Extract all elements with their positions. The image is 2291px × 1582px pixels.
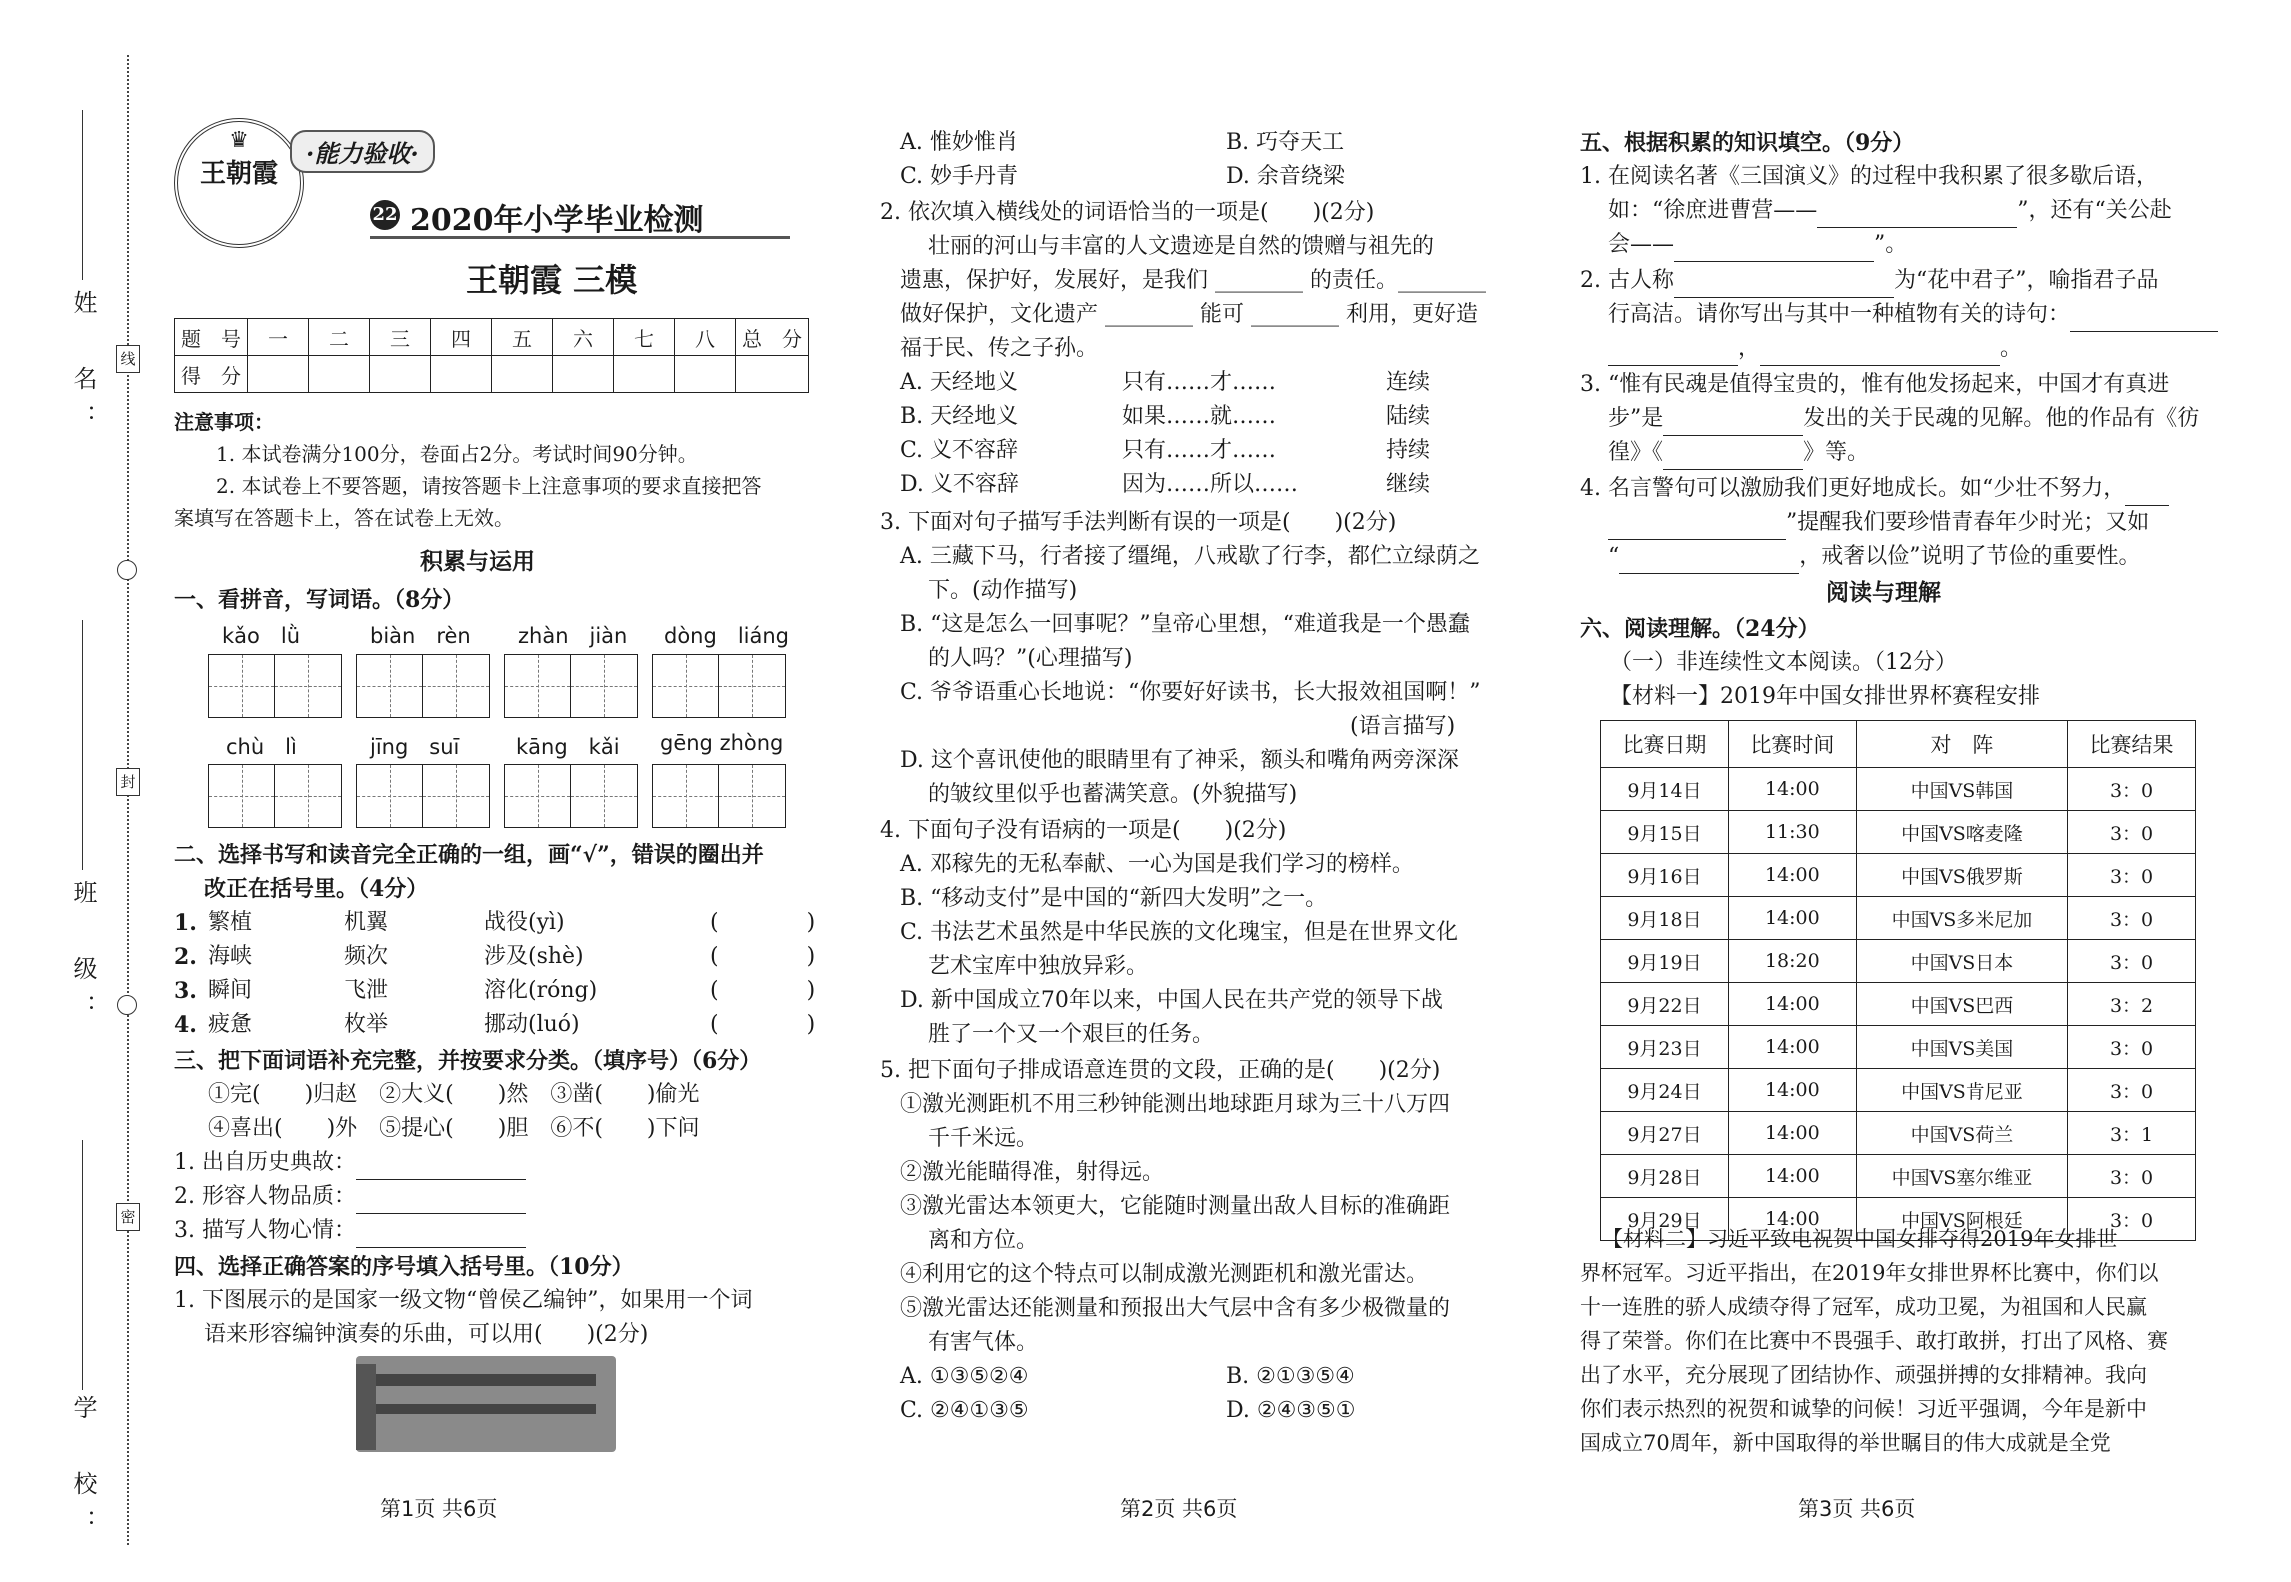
- answer-line[interactable]: [1817, 203, 2017, 228]
- binding-hole-1: [117, 560, 137, 580]
- material-1-title: 【材料一】2019年中国女排世界杯赛程安排: [1610, 684, 2040, 709]
- score-cell[interactable]: [309, 356, 370, 393]
- material-2: 界杯冠军。习近平指出，在2019年女排世界杯比赛中，你们以: [1580, 1261, 2159, 1285]
- table-cell: 9月15日: [1601, 811, 1729, 854]
- answer-line[interactable]: [356, 1189, 526, 1214]
- pinyin: kāng kǎi: [516, 735, 620, 759]
- table-row: [1601, 811, 2196, 854]
- material-2: 【材料二】习近平致电祝贺中国女排夺得2019年女排世: [1602, 1227, 2118, 1251]
- score-head: 总 分: [736, 319, 809, 356]
- option: 连续: [1386, 370, 1431, 395]
- option: 的人吗？”(心理描写): [928, 646, 1133, 671]
- table-cell: 11:30: [1728, 811, 1856, 854]
- notes-title: 注意事项：: [174, 410, 274, 434]
- table-cell: 中国VS塞尔维亚: [1856, 1155, 2067, 1198]
- material-2: 你们表示热烈的祝贺和诚挚的问候！习近平强调，今年是新中: [1580, 1397, 2147, 1421]
- fill-line: [1608, 436, 1869, 470]
- q3-sub: [174, 1146, 526, 1180]
- pinyin: chù lì: [226, 735, 297, 759]
- char-grid[interactable]: [208, 764, 342, 828]
- exam-number: 22: [370, 200, 400, 230]
- q2-num: 4.: [174, 1012, 197, 1038]
- table-cell: 9月18日: [1601, 897, 1729, 940]
- page-1: [170, 0, 816, 1582]
- table-cell: 3：0: [2068, 768, 2196, 811]
- q2-word: 繁植: [208, 910, 253, 935]
- schedule-table: [1600, 720, 2196, 1241]
- fill-line: [1608, 194, 2172, 228]
- q3-sub-label: 1. 出自历史典故：: [174, 1150, 356, 1175]
- answer-line[interactable]: [1608, 515, 1786, 540]
- exam-subtitle: 王朝霞 三模: [466, 261, 638, 299]
- sentence: ⑤激光雷达还能测量和预报出大气层中含有多少极微量的: [900, 1296, 1451, 1321]
- question: 4. 下面句子没有语病的一项是( )(2分): [880, 818, 1287, 843]
- table-cell: 中国VS肯尼亚: [1856, 1069, 2067, 1112]
- answer-paren[interactable]: ( ): [710, 978, 816, 1003]
- score-table: [174, 318, 809, 393]
- option: 只有……才……: [1122, 370, 1277, 395]
- q2-row: [174, 974, 816, 1009]
- score-head: 一: [248, 319, 309, 356]
- table-cell: 中国VS俄罗斯: [1856, 854, 2067, 897]
- q3-sub: [174, 1214, 526, 1248]
- option: C. 义不容辞: [900, 438, 1019, 463]
- option: A. 三藏下马，行者接了缰绳，八戒歇了行李，都伫立绿荫之: [900, 544, 1480, 569]
- name-write-line[interactable]: [82, 110, 83, 280]
- table-cell: 14:00: [1728, 1112, 1856, 1155]
- fill-line: [1580, 264, 2158, 298]
- table-row: [1601, 983, 2196, 1026]
- material-2: 国成立70周年，新中国取得的举世瞩目的伟大成就是全党: [1580, 1431, 2111, 1455]
- table-cell: 3：2: [2068, 983, 2196, 1026]
- table-cell: 9月14日: [1601, 768, 1729, 811]
- score-cell[interactable]: [614, 356, 675, 393]
- binding-dotted-line: [127, 55, 129, 1545]
- char-grid[interactable]: [208, 654, 342, 718]
- q3-sub: [174, 1180, 526, 1214]
- fill-text: 》等。: [1803, 440, 1870, 465]
- table-cell: 9月27日: [1601, 1112, 1729, 1155]
- table-cell: 14:00: [1728, 768, 1856, 811]
- table-row: [1601, 854, 2196, 897]
- char-grid[interactable]: [504, 764, 638, 828]
- sentence: 离和方位。: [928, 1228, 1039, 1253]
- score-cell[interactable]: [492, 356, 553, 393]
- option: A. 天经地义: [900, 370, 1018, 395]
- q2-word: 频次: [344, 944, 389, 969]
- answer-line[interactable]: [1608, 341, 1738, 366]
- title-rule: [370, 236, 790, 239]
- table-cell: 中国VS韩国: [1856, 768, 2067, 811]
- q2-title: 二、选择书写和读音完全正确的一组，画“√”，错误的圈出并: [174, 842, 764, 868]
- q6-subtitle: （一）非连续性文本阅读。（12分）: [1610, 650, 1957, 675]
- fill-line: [1608, 332, 2022, 366]
- table-cell: 中国VS美国: [1856, 1026, 2067, 1069]
- logo-text: 王朝霞: [199, 159, 278, 189]
- option: 的皱纹里似乎也蓄满笑意。(外貌描写): [928, 782, 1298, 807]
- school-label: 学 校：: [69, 1395, 97, 1547]
- table-header: 比赛结果: [2068, 721, 2196, 768]
- table-header: 比赛日期: [1601, 721, 1729, 768]
- fill-line: [1608, 540, 2141, 574]
- pinyin: biàn rèn: [370, 624, 471, 648]
- option: A. 惟妙惟肖: [900, 130, 1018, 155]
- passage: 壮丽的河山与丰富的人文遗迹是自然的馈赠与祖先的: [928, 234, 1435, 259]
- option: (语言描写): [1350, 714, 1456, 739]
- q2-row: [174, 940, 816, 975]
- fill-text: 会——: [1608, 232, 1675, 257]
- page-2: [880, 0, 1520, 1582]
- sentence: 有害气体。: [928, 1330, 1039, 1355]
- fill-text: 4. 名言警句可以激励我们更好地成长。如“少壮不努力，: [1580, 476, 2126, 501]
- score-cell[interactable]: [248, 356, 309, 393]
- page-footer: 第3页 共6页: [1798, 1497, 1916, 1521]
- score-cell[interactable]: [553, 356, 614, 393]
- char-grid[interactable]: [652, 654, 786, 718]
- option: C. 爷爷语重心长地说：“你要好好读书，长大报效祖国啊！”: [900, 680, 1481, 705]
- score-cell[interactable]: [370, 356, 431, 393]
- answer-line[interactable]: [356, 1223, 526, 1248]
- q2-word: 机翼: [344, 910, 389, 935]
- option: B. “这是怎么一回事呢？”皇帝心里想，“难道我是一个愚蠢: [900, 612, 1470, 637]
- pinyin: dòng liáng: [664, 624, 789, 648]
- note-1: 1. 本试卷满分100分，卷面占2分。考试时间90分钟。: [216, 442, 698, 466]
- ability-badge: ·能力验收·: [290, 130, 435, 173]
- section-title: 积累与运用: [420, 548, 535, 575]
- table-cell: 9月23日: [1601, 1026, 1729, 1069]
- char-grid[interactable]: [504, 654, 638, 718]
- table-cell: 9月19日: [1601, 940, 1729, 983]
- fill-text: ”，还有“关公赴: [2017, 198, 2172, 223]
- table-cell: 中国VS阿根廷: [1856, 1198, 2067, 1241]
- table-cell: 3：0: [2068, 1069, 2196, 1112]
- char-grid[interactable]: [652, 764, 786, 828]
- score-head: 七: [614, 319, 675, 356]
- option: D. 新中国成立70年以来，中国人民在共产党的领导下战: [900, 988, 1443, 1013]
- answer-line[interactable]: [2070, 307, 2218, 332]
- q2-word: 飞泄: [344, 978, 389, 1003]
- class-write-line[interactable]: [82, 620, 83, 870]
- option: 胜了一个又一个艰巨的任务。: [928, 1022, 1215, 1047]
- bianzhong-image: [356, 1356, 616, 1452]
- bell-post: [356, 1364, 376, 1450]
- score-cell[interactable]: [675, 356, 736, 393]
- option: 持续: [1386, 438, 1431, 463]
- table-cell: 14:00: [1728, 854, 1856, 897]
- table-row: [1601, 768, 2196, 811]
- question: 3. 下面对句子描写手法判断有误的一项是( )(2分): [880, 510, 1397, 535]
- fill-text: 如：“徐庶进曹营——: [1608, 198, 1818, 223]
- q3-title: 三、把下面词语补充完整，并按要求分类。（填序号）（6分）: [174, 1048, 762, 1074]
- table-cell: 14:00: [1728, 1026, 1856, 1069]
- table-cell: 18:20: [1728, 940, 1856, 983]
- table-cell: 9月29日: [1601, 1198, 1729, 1241]
- table-cell: 3：0: [2068, 1198, 2196, 1241]
- seal-mark: 封: [116, 768, 140, 796]
- option: 陆续: [1386, 404, 1431, 429]
- q2-title: 改正在括号里。（4分）: [204, 876, 429, 902]
- fill-line: [1580, 472, 2169, 506]
- char-grid[interactable]: [356, 764, 490, 828]
- table-cell: 3：0: [2068, 940, 2196, 983]
- logo: [174, 118, 304, 248]
- score-head: 六: [553, 319, 614, 356]
- score-head: 四: [431, 319, 492, 356]
- fill-line: 3. “惟有民魂是值得宝贵的，惟有他发扬起来，中国才有真进: [1580, 372, 2170, 397]
- question: 2. 依次填入横线处的词语恰当的一项是( )(2分): [880, 200, 1375, 225]
- q6-title: 六、阅读理解。（24分）: [1580, 616, 1820, 642]
- table-cell: 中国VS日本: [1856, 940, 2067, 983]
- sentence: ②激光能瞄得准，射得远。: [900, 1160, 1165, 1185]
- q2-num: 3.: [174, 978, 197, 1004]
- table-row: [1601, 897, 2196, 940]
- note-2a: 2. 本试卷上不要答题，请按答题卡上注意事项的要求直接把答: [216, 474, 762, 498]
- binding-hole-2: [117, 995, 137, 1015]
- q2-row: [174, 1008, 816, 1043]
- fill-line: [1608, 506, 2149, 540]
- table-row: [1601, 1026, 2196, 1069]
- q2-num: 2.: [174, 944, 197, 970]
- note-2b: 案填写在答题卡上，答在试卷上无效。: [174, 506, 514, 530]
- passage: 遗惠，保护好，发展好，是我们 ________ 的责任。________: [900, 268, 1486, 293]
- table-cell: 14:00: [1728, 897, 1856, 940]
- option: D. ②④③⑤①: [1226, 1398, 1356, 1423]
- option: B. “移动支付”是中国的“新四大发明”之一。: [900, 886, 1328, 911]
- answer-paren[interactable]: ( ): [710, 1012, 816, 1037]
- option: C. ②④①③⑤: [900, 1398, 1029, 1423]
- answer-line[interactable]: [1674, 237, 1874, 262]
- table-cell: 9月22日: [1601, 983, 1729, 1026]
- class-label: 班 级：: [69, 880, 97, 1032]
- fill-line: 1. 在阅读名著《三国演义》的过程中我积累了很多歇后语，: [1580, 164, 2158, 189]
- q5-title: 五、根据积累的知识填空。（9分）: [1580, 130, 1915, 156]
- score-head: 二: [309, 319, 370, 356]
- table-cell: 3：0: [2068, 897, 2196, 940]
- q4-text: 1. 下图展示的是国家一级文物“曾侯乙编钟”，如果用一个词: [174, 1288, 753, 1313]
- fill-text: ”。: [1874, 232, 1908, 257]
- table-cell: 14:00: [1728, 983, 1856, 1026]
- option: B. 巧夺天工: [1226, 130, 1345, 155]
- score-head: 八: [675, 319, 736, 356]
- option: 因为……所以……: [1122, 472, 1299, 497]
- answer-paren[interactable]: ( ): [710, 910, 816, 935]
- q3-line: ①完( )归赵 ②大义( )然 ③凿( )偷光: [208, 1082, 700, 1107]
- table-cell: 9月16日: [1601, 854, 1729, 897]
- bell-frame: [376, 1404, 596, 1414]
- answer-line[interactable]: [1619, 549, 1799, 574]
- question: 5. 把下面句子排成语意连贯的文段，正确的是( )(2分): [880, 1058, 1441, 1083]
- name-label: 姓 名：: [69, 290, 97, 442]
- table-header: 比赛时间: [1728, 721, 1856, 768]
- pinyin: zhàn jiàn: [518, 624, 628, 648]
- table-cell: 中国VS巴西: [1856, 983, 2067, 1026]
- table-cell: 3：0: [2068, 811, 2196, 854]
- fill-text: 。: [2000, 336, 2023, 361]
- table-cell: 14:00: [1728, 1198, 1856, 1241]
- table-cell: 14:00: [1728, 1069, 1856, 1112]
- q4-text: 语来形容编钟演奏的乐曲，可以用( )(2分): [204, 1322, 649, 1347]
- table-row: [1601, 1112, 2196, 1155]
- pinyin: jīng suī: [370, 735, 460, 759]
- table-cell: 14:00: [1728, 1155, 1856, 1198]
- school-write-line[interactable]: [82, 1140, 83, 1390]
- fill-text: 为“花中君子”，喻指君子品: [1893, 268, 2159, 293]
- score-cell[interactable]: [736, 356, 809, 393]
- seal2-mark: 密: [116, 1203, 140, 1231]
- q3-sub-label: 3. 描写人物心情：: [174, 1218, 356, 1243]
- q2-word: 战役(yì): [484, 910, 565, 935]
- table-cell: 中国VS多米尼加: [1856, 897, 2067, 940]
- crown-icon: ♛: [229, 128, 249, 153]
- option: D. 余音绕梁: [1226, 164, 1345, 189]
- answer-line[interactable]: [1663, 445, 1803, 470]
- q3-line: ④喜出( )外 ⑤提心( )胆 ⑥不( )下问: [208, 1116, 700, 1141]
- char-grid[interactable]: [356, 654, 490, 718]
- q2-word: 挪动(luó): [484, 1012, 580, 1037]
- fill-line: [1608, 298, 2218, 332]
- fill-text: 徨》《: [1608, 440, 1664, 465]
- page-footer: 第1页 共6页: [380, 1497, 498, 1521]
- fill-text: 2. 古人称: [1580, 268, 1674, 293]
- page-footer: 第2页 共6页: [1120, 1497, 1238, 1521]
- table-cell: 9月24日: [1601, 1069, 1729, 1112]
- table-cell: 3：0: [2068, 854, 2196, 897]
- answer-line[interactable]: [1663, 411, 1803, 436]
- score-cell[interactable]: [431, 356, 492, 393]
- material-2: 得了荣誉。你们在比赛中不畏强手、敢打敢拼，打出了风格、赛: [1580, 1329, 2168, 1353]
- q4-title: 四、选择正确答案的序号填入括号里。（10分）: [174, 1254, 634, 1280]
- option: 只有……才……: [1122, 438, 1277, 463]
- option: 继续: [1386, 472, 1431, 497]
- score-head: 五: [492, 319, 553, 356]
- option: C. 书法艺术虽然是中华民族的文化瑰宝，但是在世界文化: [900, 920, 1459, 945]
- answer-line[interactable]: [356, 1155, 526, 1180]
- material-2: 出了水平，充分展现了团结协作、顽强拼搏的女排精神。我向: [1580, 1363, 2147, 1387]
- passage: 福于民、传之子孙。: [900, 336, 1099, 361]
- option: A. ①③⑤②④: [900, 1364, 1029, 1389]
- sentence: 千千米远。: [928, 1126, 1039, 1151]
- fill-text: 步”是: [1608, 406, 1664, 431]
- fill-text: 发出的关于民魂的见解。他的作品有《彷: [1803, 406, 2200, 431]
- q2-word: 溶化(róng): [484, 978, 598, 1003]
- option: D. 这个喜讯使他的眼睛里有了神采，额头和嘴角两旁深深: [900, 748, 1459, 773]
- option: A. 邓稼先的无私奉献、一心为国是我们学习的榜样。: [900, 852, 1414, 877]
- pinyin: gēng zhòng: [660, 731, 784, 755]
- passage: 做好保护，文化遗产 ________ 能可 ________ 利用，更好造: [900, 302, 1478, 327]
- q2-word: 瞬间: [208, 978, 253, 1003]
- fill-text: ，: [1738, 336, 1761, 361]
- table-row: [1601, 1069, 2196, 1112]
- fill-line: [1608, 402, 2199, 436]
- pinyin: kǎo lǜ: [222, 624, 301, 648]
- option: 下。(动作描写): [928, 578, 1078, 603]
- option: D. 义不容辞: [900, 472, 1019, 497]
- fill-text: ”提醒我们要珍惜青春年少时光；又如: [1786, 510, 2150, 535]
- q3-sub-label: 2. 形容人物品质：: [174, 1184, 356, 1209]
- q2-word: 涉及(shè): [484, 944, 584, 969]
- exam-title: 2020年小学毕业检测: [410, 203, 704, 238]
- option: C. 妙手丹青: [900, 164, 1019, 189]
- table-cell: 3：0: [2068, 1026, 2196, 1069]
- q2-word: 海峡: [208, 944, 253, 969]
- q1-title: 一、看拼音，写词语。（8分）: [174, 587, 465, 613]
- score-head: 三: [370, 319, 431, 356]
- section-title: 阅读与理解: [1826, 579, 1941, 606]
- option: 如果……就……: [1122, 404, 1277, 429]
- bell-frame: [376, 1374, 596, 1386]
- table-cell: 3：1: [2068, 1112, 2196, 1155]
- answer-line[interactable]: [2125, 481, 2169, 506]
- fill-text: 行高洁。请你写出与其中一种植物有关的诗句：: [1608, 302, 2071, 327]
- q2-row: [174, 906, 816, 941]
- fill-text: “: [1608, 544, 1620, 569]
- answer-line[interactable]: [1674, 273, 1894, 298]
- q2-word: 枚举: [344, 1012, 389, 1037]
- table-cell: 3：0: [2068, 1155, 2196, 1198]
- sentence: ①激光测距机不用三秒钟能测出地球距月球为三十八万四: [900, 1092, 1451, 1117]
- score-head: 题 号: [175, 319, 248, 356]
- table-cell: 9月28日: [1601, 1155, 1729, 1198]
- answer-paren[interactable]: ( ): [710, 944, 816, 969]
- fill-line: [1608, 228, 1907, 262]
- material-2: 十一连胜的骄人成绩夺得了冠军，成功卫冕，为祖国和人民赢: [1580, 1295, 2147, 1319]
- table-cell: 中国VS喀麦隆: [1856, 811, 2067, 854]
- option: 艺术宝库中独放异彩。: [928, 954, 1149, 979]
- q2-num: 1.: [174, 910, 197, 936]
- table-row: [1601, 1155, 2196, 1198]
- option: B. ②①③⑤④: [1226, 1364, 1355, 1389]
- option: B. 天经地义: [900, 404, 1019, 429]
- q2-word: 疲惫: [208, 1012, 253, 1037]
- table-header: 对 阵: [1856, 721, 2067, 768]
- line-mark: 线: [116, 345, 140, 373]
- fill-text: ，戒奢以俭”说明了节俭的重要性。: [1799, 544, 2141, 569]
- score-label: 得 分: [175, 356, 248, 393]
- sentence: ③激光雷达本领更大，它能随时测量出敌人目标的准确距: [900, 1194, 1451, 1219]
- answer-line[interactable]: [1760, 341, 2000, 366]
- page-3: [1580, 0, 2220, 1582]
- table-row: [1601, 940, 2196, 983]
- table-cell: 中国VS荷兰: [1856, 1112, 2067, 1155]
- sentence: ④利用它的这个特点可以制成激光测距机和激光雷达。: [900, 1262, 1429, 1287]
